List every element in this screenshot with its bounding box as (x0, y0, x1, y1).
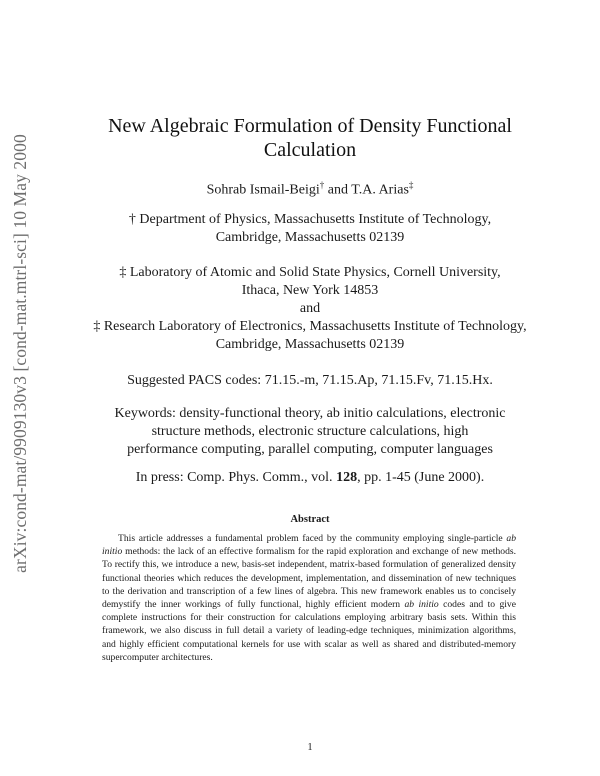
affiliation-3-line-1: ‡ Research Laboratory of Electronics, Massachusetts Institute of Technology, (93, 319, 527, 334)
abstract-part-1: This article addresses a fundamental problem faced by the community employing single-particle (118, 533, 507, 544)
affiliation-and: and (299, 301, 321, 316)
abstract-italic-2: ab initio (404, 599, 439, 611)
affiliation-1-line-1: † Department of Physics, Massachusetts Institute of Technology, (128, 212, 492, 227)
abstract-part-3: codes and to give complete instructions for their construction for calculations employing arbitrary basis sets. Within this framework, we also discuss in full detail a variety of leading-edge techniques, minimization algorithms, and highly efficient computational kernels for use with scalar as well as shared and distributed-memory supercomputer architectures. (102, 599, 516, 663)
affiliation-1 (70, 211, 550, 247)
keywords-line-2: structure methods, electronic structure calculations, high (151, 424, 469, 439)
affiliation-2-line-1: ‡ Laboratory of Atomic and Solid State Physics, Cornell University, (119, 265, 501, 280)
abstract-body (102, 532, 516, 664)
keywords-line-3: performance computing, parallel computing, computer languages (127, 442, 493, 457)
publication-info (70, 469, 550, 487)
abstract-italic-1: ab initio (102, 533, 516, 558)
arxiv-identifier-text: arXiv:cond-mat/9909130v3 [cond-mat.mtrl-sci] 10 May 2000 (9, 133, 30, 573)
page-number: 1 (307, 742, 313, 753)
author-line (70, 176, 550, 200)
title-line-2: Calculation (263, 139, 357, 161)
abstract-heading: Abstract (290, 514, 330, 525)
author-2-mark: ‡ (408, 180, 414, 190)
affiliation-1-line-2: Cambridge, Massachusetts 02139 (215, 230, 405, 245)
arxiv-identifier (4, 98, 36, 608)
keywords (70, 405, 550, 459)
publication-volume: 128 (336, 470, 358, 485)
author-2: T.A. Arias (351, 182, 409, 198)
keywords-line-1: Keywords: density-functional theory, ab initio calculations, electronic (114, 406, 506, 421)
paper-title (70, 114, 550, 162)
affiliation-3-line-2: Cambridge, Massachusetts 02139 (215, 337, 405, 352)
publication-line (70, 469, 550, 487)
author-1-mark: † (319, 180, 325, 190)
affiliation-2 (70, 264, 550, 354)
pacs-codes (70, 372, 550, 390)
abstract-part-2: methods: the lack of an effective formalism for the rapid exploration and exchange of new methods. To rectify this, we introduce a new, basis-set independent, matrix-based formulation of generalized density functional theories which reduces the development, implementation, and dissemination of new techniques to the derivation and transcription of a few lines of algebra. This new framework enables us to concisely demystify the inner workings of fully functional, highly efficient modern (102, 546, 516, 611)
title-line-1: New Algebraic Formulation of Density Functional (108, 115, 512, 137)
author-1: Sohrab Ismail-Beigi (206, 182, 320, 198)
affiliation-2-line-2: Ithaca, New York 14853 (241, 283, 379, 298)
author-joiner: and (324, 182, 352, 198)
pacs-text: Suggested PACS codes: 71.15.-m, 71.15.Ap, 71.15.Fv, 71.15.Hx. (127, 373, 493, 388)
publication-prefix: In press: Comp. Phys. Comm., vol. (135, 470, 337, 485)
publication-suffix: , pp. 1-45 (June 2000). (357, 470, 485, 485)
